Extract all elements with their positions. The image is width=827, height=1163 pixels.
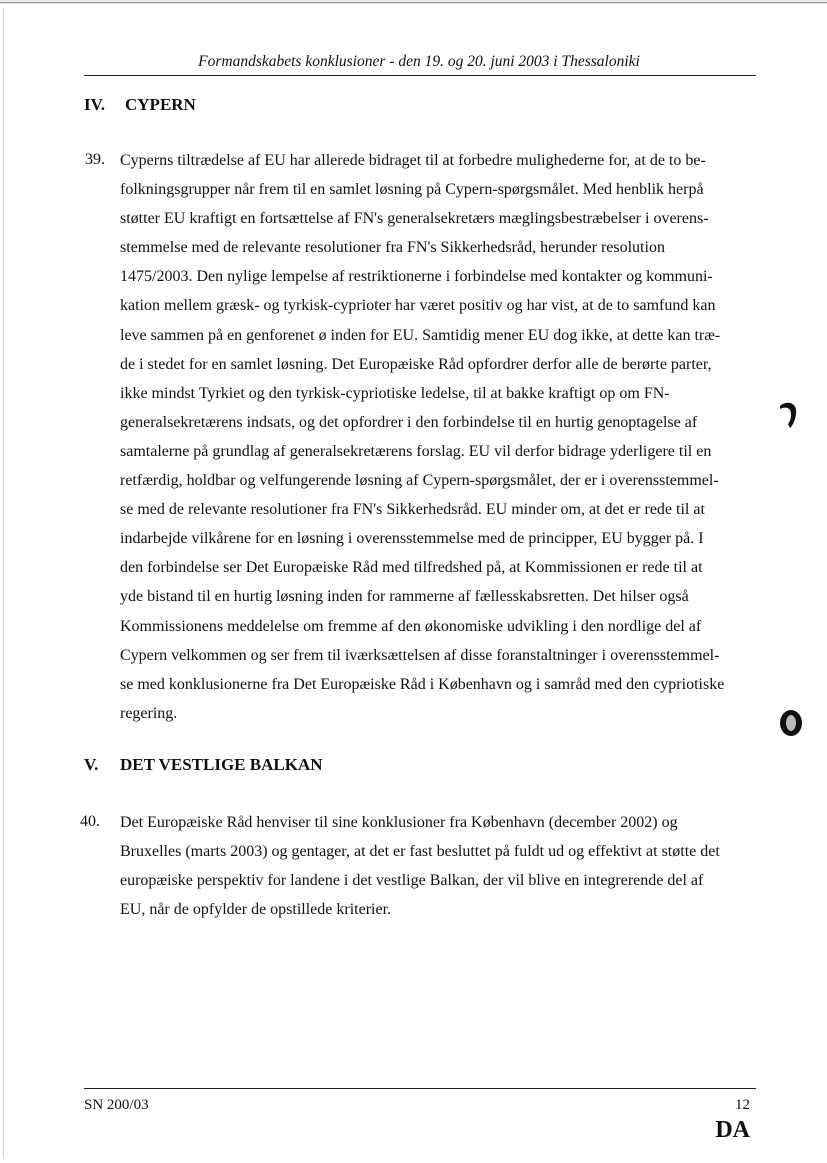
paragraph-line: EU, når de opfylder de opstillede kriterier. (120, 901, 392, 919)
paragraph-line: støtter EU kraftigt en fortsættelse af FN's generalsekretærs mæglingsbestræbelser i overens- (120, 210, 709, 228)
paragraph-line: europæiske perspektiv for landene i det vestlige Balkan, der vil blive en integrerende del af (120, 872, 704, 890)
paragraph-40-body (120, 808, 754, 924)
paragraph-line: indarbejde vilkårene for en løsning i overensstemmelse med de principper, EU bygger på. I (120, 530, 704, 548)
footer-rule (84, 1088, 756, 1089)
paragraph-line: Det Europæiske Råd henviser til sine konklusioner fra København (december 2002) og (120, 814, 678, 831)
page-number: 12 (735, 1097, 750, 1113)
paragraph-number: 39. (85, 151, 105, 168)
paragraph-line: ikke mindst Tyrkiet og den tyrkisk-cypriotiske ledelse, til at bakke kraftigt op om FN- (120, 384, 670, 402)
scan-top-rule (0, 2, 827, 3)
scan-left-margin-line (3, 8, 4, 1158)
paragraph-line: yde bistand til en hurtig løsning inden for rammerne af fællesskabsretten. Det hilser også (120, 588, 689, 606)
paragraph-line: kation mellem græsk- og tyrkisk-cyprioter har været positiv og har vist, at de to samfund kan (120, 297, 716, 315)
paragraph-line: se med de relevante resolutioner fra FN's Sikkerhedsråd. EU minder om, at det er rede til at (120, 501, 705, 519)
running-header: Formandskabets konklusioner - den 19. og 20. juni 2003 i Thessaloniki (198, 53, 640, 70)
section-title: CYPERN (125, 95, 196, 114)
paragraph-number: 40. (80, 813, 100, 830)
paragraph-line: stemmelse med de relevante resolutioner fra FN's Sikkerhedsråd, herunder resolution (120, 239, 665, 257)
language-code: DA (715, 1117, 750, 1143)
document-reference: SN 200/03 (84, 1097, 149, 1113)
paragraph-line: Kommissionens meddelelse om fremme af den økonomiske udvikling i den nordlige del af (120, 617, 702, 635)
paragraph-line: se med konklusionerne fra Det Europæiske Råd i København og i samråd med den cypriotiske (120, 675, 725, 693)
paragraph-line: Bruxelles (marts 2003) og gentager, at det er fast besluttet på fuldt ud og effektivt at støtte det (120, 843, 720, 861)
punch-hole-mark (778, 708, 804, 738)
punch-hole-mark (778, 400, 802, 430)
paragraph-line: Cypern velkommen og ser frem til iværksættelsen af disse foranstaltninger i overensstemmel- (120, 646, 720, 664)
paragraph-line: den forbindelse ser Det Europæiske Råd med tilfredshed på, at Kommissionen er rede til at (120, 559, 703, 577)
section-title: DET VESTLIGE BALKAN (120, 755, 323, 774)
paragraph-line: generalsekretærens indsats, og det opfordrer i den forbindelse til en hurtig genoptagelse af (120, 413, 698, 431)
section-number: V. (84, 755, 99, 774)
header-rule (84, 75, 756, 76)
paragraph-line: folkningsgrupper når frem til en samlet løsning på Cypern-spørgsmålet. Med henblik herpå (120, 181, 704, 199)
paragraph-line: regering. (120, 704, 178, 722)
paragraph-39-body (120, 146, 754, 728)
paragraph-line: Cyperns tiltrædelse af EU har allerede bidraget til at forbedre mulighederne for, at de to be- (120, 152, 706, 169)
paragraph-line: de i stedet for en samlet løsning. Det Europæiske Råd opfordrer derfor alle de berørte parter, (120, 355, 712, 373)
paragraph-line: leve sammen på en genforenet ø inden for EU. Samtidig mener EU dog ikke, at dette kan træ- (120, 326, 721, 344)
paragraph-line: 1475/2003. Den nylige lempelse af restriktionerne i forbindelse med kontakter og kommuni- (120, 268, 713, 286)
section-number: IV. (84, 95, 105, 114)
paragraph-line: retfærdig, holdbar og velfungerende løsning af Cypern-spørgsmålet, der er i overensstemmel- (120, 472, 719, 490)
paragraph-line: samtalerne på grundlag af generalsekretærens forslag. EU vil derfor bidrage yderligere til en (120, 442, 712, 460)
